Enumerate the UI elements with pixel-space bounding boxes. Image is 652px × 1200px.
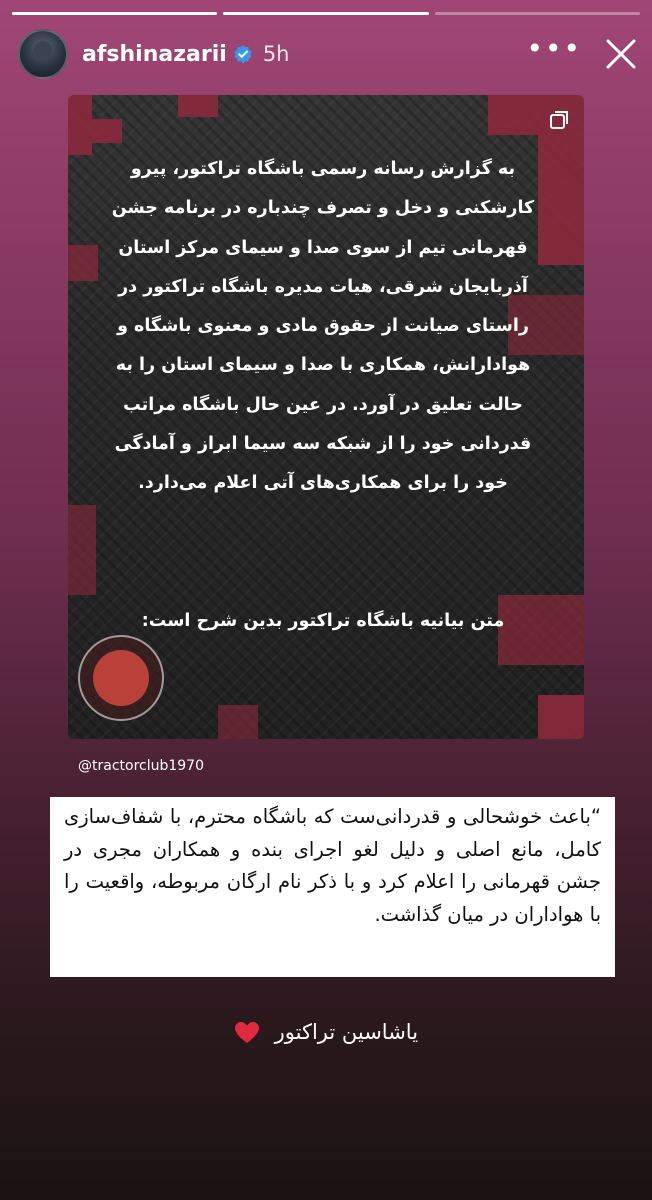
story-progress-bar: [12, 12, 640, 15]
club-logo-center: [93, 650, 149, 706]
quote-text: “باعث خوشحالی و قدردانی‌ست که باشگاه محترم، با شفاف‌سازی کامل، مانع اصلی و دلیل لغو اجرای بنده و همکاران مجری در جشن قهرمانی را اعلام کرد و با ذکر نام ارگان مربوطه، واقعیت را با هواداران در میان گذاشت.: [64, 805, 601, 926]
post-time: 5h: [262, 42, 290, 66]
avatar[interactable]: [18, 29, 68, 79]
more-options-icon[interactable]: •••: [526, 32, 582, 65]
heart-icon: [234, 1021, 260, 1045]
progress-segment-3: [435, 12, 640, 15]
username[interactable]: afshinazarii: [82, 41, 227, 67]
mention-tag[interactable]: @tractorclub1970: [78, 758, 204, 774]
verified-badge-icon: [233, 44, 253, 64]
post-body-text: به گزارش رسانه رسمی باشگاه تراکتور، پیرو کارشکنی و دخل و تصرف چندباره در برنامه جشن قهرمانی تیم از سوی صدا و سیمای مرکز استان آذربایجان شرقی، هیات مدیره باشگاه تراکتور در راستای صیانت از حقوق مادی و معنوی باشگاه و هوادارانش، همکاری با صدا و سیمای استان را به حالت تعلیق در آورد. در عین حال باشگاه مراتب قدردانی خود را از شبکه سه سیما ابراز و آمادگی خود را برای همکاری‌های آتی اعلام می‌دارد.: [111, 159, 535, 494]
quote-text-box: [50, 797, 615, 977]
shared-post[interactable]: [68, 95, 584, 739]
progress-segment-1: [12, 12, 217, 15]
progress-segment-2: [223, 12, 428, 15]
story-caption: [0, 1020, 652, 1045]
club-logo-icon: [78, 635, 164, 721]
progress-fill-1: [12, 12, 217, 15]
close-icon[interactable]: [604, 37, 638, 71]
progress-fill-2: [223, 12, 428, 15]
caption-text: یاشاسین تراکتور: [274, 1020, 419, 1044]
story-header: [18, 26, 638, 82]
multi-post-icon: [548, 109, 570, 131]
post-footer-text: متن بیانیه باشگاه تراکتور بدین شرح است:: [141, 611, 505, 631]
